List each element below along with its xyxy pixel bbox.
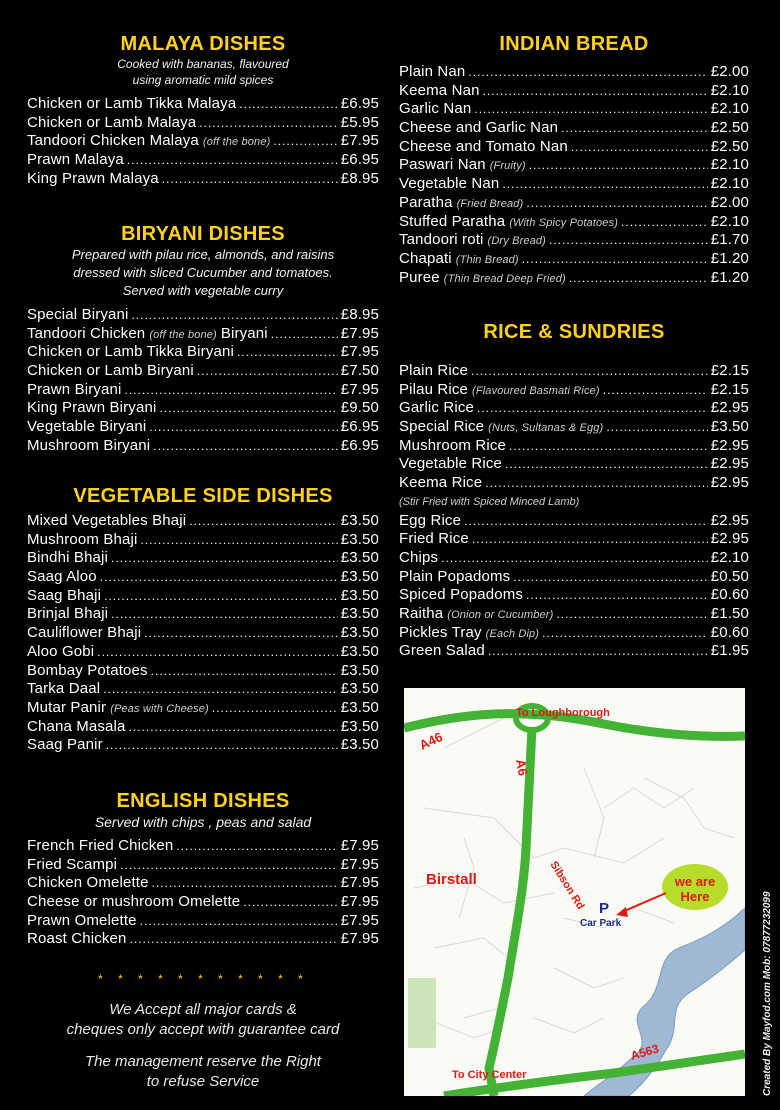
menu-item xyxy=(27,874,379,893)
dot-leader xyxy=(140,531,337,550)
item-price: £1.95 xyxy=(710,642,749,660)
location-map[interactable] xyxy=(404,688,745,1096)
dot-leader xyxy=(569,269,708,288)
dot-leader xyxy=(189,512,337,531)
item-name: Chips xyxy=(399,548,439,566)
dot-leader xyxy=(526,194,707,213)
item-price: £0.60 xyxy=(710,623,749,641)
section-heading: VEGETABLE SIDE DISHES xyxy=(73,485,333,507)
menu-item xyxy=(27,699,379,718)
dot-leader xyxy=(104,587,338,606)
item-name: Saag Aloo xyxy=(27,568,97,586)
item-price: £6.95 xyxy=(340,151,379,169)
item-name: Mushroom Biryani xyxy=(27,436,151,454)
menu-item xyxy=(399,119,749,138)
menu-item xyxy=(27,343,379,362)
dot-leader xyxy=(243,893,337,912)
item-name: Egg Rice xyxy=(399,511,462,529)
menu-item xyxy=(399,362,749,381)
menu-item xyxy=(27,893,379,912)
item-name: Garlic Rice xyxy=(399,399,474,417)
dot-leader xyxy=(159,399,337,418)
section-description: Served with chips , peas and salad xyxy=(94,814,312,830)
item-name: Stuffed Paratha xyxy=(399,212,506,230)
menu-item xyxy=(399,549,749,568)
dot-leader xyxy=(542,624,708,643)
menu-item xyxy=(399,269,749,288)
item-name: French Fried Chicken xyxy=(27,837,174,854)
item-name: Bombay Potatoes xyxy=(27,661,148,679)
menu-item xyxy=(27,856,379,875)
payment-note: cheques only accept with guarantee card xyxy=(66,1021,340,1038)
item-name: Spiced Popadoms xyxy=(399,586,523,604)
parking-icon: P xyxy=(599,900,610,917)
item-name: Fried Rice xyxy=(399,530,469,548)
item-name: Aloo Gobi xyxy=(27,642,95,660)
green-area xyxy=(408,978,436,1048)
item-price: £7.95 xyxy=(340,343,379,361)
menu-item xyxy=(27,132,379,151)
dot-leader xyxy=(471,362,708,381)
dot-leader xyxy=(488,642,708,661)
payment-note: We Accept all major cards & xyxy=(109,1001,297,1018)
dot-leader xyxy=(124,381,337,400)
dot-leader xyxy=(468,63,707,82)
item-price: £7.95 xyxy=(340,893,379,911)
menu-item xyxy=(27,306,379,325)
menu-item xyxy=(399,213,749,232)
item-name: Cheese and Garlic Nan xyxy=(399,119,559,137)
item-name: Tandoori Chicken xyxy=(27,324,146,342)
menu-item xyxy=(27,605,379,624)
menu-item xyxy=(399,175,749,194)
menu-item xyxy=(27,736,379,755)
item-name: Chapati xyxy=(399,249,452,267)
menu-item xyxy=(399,624,749,643)
dot-leader xyxy=(100,568,338,587)
item-price: £3.50 xyxy=(710,418,749,436)
item-name: Vegetable Biryani xyxy=(27,418,147,436)
map-label-birstall: Birstall xyxy=(426,871,477,888)
location-arrow xyxy=(622,893,666,912)
item-name: Plain Popadoms xyxy=(399,567,511,585)
item-price: £2.10 xyxy=(710,212,749,230)
item-note: (off the bone) xyxy=(149,328,217,341)
item-name: Plain Nan xyxy=(399,63,466,80)
dot-leader xyxy=(571,138,708,157)
dot-leader xyxy=(111,549,338,568)
menu-item xyxy=(399,138,749,157)
item-note: (Peas with Cheese) xyxy=(110,702,209,715)
menu-item xyxy=(399,474,749,493)
item-name: Paswari Nan xyxy=(399,156,486,174)
dot-leader xyxy=(176,837,337,856)
menu-item xyxy=(27,325,379,344)
menu-item xyxy=(399,418,749,437)
item-note: (Fruity) xyxy=(489,160,526,173)
item-price: £7.95 xyxy=(340,874,379,892)
item-price: £2.10 xyxy=(710,100,749,118)
section-description: using aromatic mild spices xyxy=(132,73,274,87)
map-label-here: Here xyxy=(680,889,710,904)
item-name: Mushroom Rice xyxy=(399,436,506,454)
item-name: Cauliflower Bhaji xyxy=(27,624,142,642)
item-name: Special Rice xyxy=(399,418,485,436)
menu-item xyxy=(27,170,379,189)
menu-item xyxy=(399,605,749,624)
item-price: £7.95 xyxy=(340,855,379,873)
item-price: £7.95 xyxy=(340,911,379,929)
menu-item xyxy=(27,512,379,531)
item-name: Vegetable Rice xyxy=(399,455,503,473)
section-heading: ENGLISH DISHES xyxy=(116,790,290,812)
item-name: Paratha xyxy=(399,193,453,211)
item-name: Tandoori Chicken Malaya xyxy=(27,132,199,150)
dot-leader xyxy=(621,213,708,232)
section-description: dressed with sliced Cucumber and tomatoes. xyxy=(73,265,333,280)
item-price: £2.95 xyxy=(710,455,749,473)
management-note: to refuse Service xyxy=(146,1073,260,1090)
menu-item xyxy=(27,568,379,587)
item-name: King Prawn Malaya xyxy=(27,169,159,187)
dot-leader xyxy=(212,699,338,718)
menu-item xyxy=(27,151,379,170)
menu-item xyxy=(399,437,749,456)
section-heading: MALAYA DISHES xyxy=(120,33,286,55)
designer-credit: Created By Mayfod.com Mob: 07877232099 xyxy=(762,891,773,1096)
item-price: £3.50 xyxy=(340,586,379,604)
menu-item xyxy=(399,381,749,400)
dot-leader xyxy=(556,605,707,624)
item-price: £2.95 xyxy=(710,474,749,492)
dot-leader xyxy=(561,119,708,138)
malaya-section xyxy=(27,32,379,188)
item-price: £3.50 xyxy=(340,624,379,642)
menu-item xyxy=(399,156,749,175)
item-name: Tarka Daal xyxy=(27,680,101,698)
indian-bread-section xyxy=(399,32,749,287)
item-name: Raitha xyxy=(399,604,444,622)
item-price: £3.50 xyxy=(340,661,379,679)
item-name: Chicken or Lamb Malaya xyxy=(27,113,197,131)
menu-list xyxy=(399,63,749,287)
map-label-a563: A563 xyxy=(628,1041,661,1063)
item-note: (Dry Bread) xyxy=(487,235,546,248)
item-name: Puree xyxy=(399,268,440,286)
dot-leader xyxy=(239,95,337,114)
item-price: £3.50 xyxy=(340,680,379,698)
item-name: Tandoori roti xyxy=(399,231,484,249)
item-name: Fried Scampi xyxy=(27,855,118,873)
item-price: £1.50 xyxy=(710,604,749,622)
item-price: £2.50 xyxy=(710,137,749,155)
item-price: £3.50 xyxy=(340,698,379,716)
dot-leader xyxy=(129,718,338,737)
dot-leader xyxy=(464,512,708,531)
item-name: Cheese or mushroom Omelette xyxy=(27,893,241,911)
menu-item xyxy=(27,912,379,931)
section-description: Cooked with bananas, flavoured xyxy=(117,57,289,71)
item-note: (Onion or Cucumber) xyxy=(447,608,554,621)
item-name: Prawn Omelette xyxy=(27,911,137,929)
menu-item xyxy=(399,250,749,269)
item-name: Bindhi Bhaji xyxy=(27,549,109,567)
dot-leader xyxy=(151,662,338,681)
item-price: £7.95 xyxy=(340,837,379,854)
item-price: £7.95 xyxy=(340,380,379,398)
item-name: Pilau Rice xyxy=(399,380,469,398)
menu-item xyxy=(27,362,379,381)
item-price: £3.50 xyxy=(340,512,379,529)
menu-item xyxy=(399,568,749,587)
dot-leader xyxy=(502,175,707,194)
menu-item xyxy=(399,512,749,531)
item-name: Brinjal Bhaji xyxy=(27,605,109,623)
item-note: (With Spicy Potatoes) xyxy=(509,216,619,229)
menu-item xyxy=(27,437,379,456)
item-price: £2.15 xyxy=(710,362,749,379)
item-name: Keema Nan xyxy=(399,81,480,99)
menu-item xyxy=(399,586,749,605)
dot-leader xyxy=(522,250,708,269)
menu-item xyxy=(27,549,379,568)
dot-leader xyxy=(120,856,338,875)
item-name: Vegetable Nan xyxy=(399,175,500,193)
map-label-a6: A6 xyxy=(513,757,531,777)
item-price: £2.00 xyxy=(710,193,749,211)
menu-item xyxy=(399,642,749,661)
dot-leader xyxy=(237,343,338,362)
item-price: £8.95 xyxy=(340,169,379,187)
item-price: £1.20 xyxy=(710,268,749,286)
item-note: (Fried Bread) xyxy=(456,197,524,210)
dot-leader xyxy=(505,455,708,474)
item-name: Saag Panir xyxy=(27,736,103,754)
dot-leader xyxy=(513,568,707,587)
item-price: £2.95 xyxy=(710,511,749,529)
item-price: £8.95 xyxy=(340,306,379,323)
item-name: Chicken or Lamb Tikka Malaya xyxy=(27,95,237,112)
menu-item xyxy=(27,399,379,418)
dot-leader xyxy=(162,170,338,189)
section-heading: INDIAN BREAD xyxy=(499,33,649,55)
item-name-suffix: Biryani xyxy=(220,324,268,342)
item-name: Plain Rice xyxy=(399,362,469,379)
menu-item xyxy=(27,114,379,133)
map-label-we-are: we are xyxy=(674,874,716,889)
item-name: Chicken or Lamb Biryani xyxy=(27,362,194,380)
dot-leader xyxy=(477,399,708,418)
item-name: Pickles Tray xyxy=(399,623,482,641)
dot-leader xyxy=(144,624,337,643)
item-name: Keema Rice xyxy=(399,474,483,492)
map-label-sibson-rd: Sibson Rd xyxy=(547,859,587,912)
menu-item xyxy=(27,643,379,662)
dot-leader xyxy=(603,381,708,400)
item-price: £0.50 xyxy=(710,567,749,585)
map-label-loughborough: To Loughborough xyxy=(516,707,610,719)
menu-item xyxy=(399,399,749,418)
item-note: (Thin Bread Deep Fried) xyxy=(443,272,566,285)
item-price: £3.50 xyxy=(340,605,379,623)
item-note: (Flavoured Basmati Rice) xyxy=(472,384,600,397)
section-heading: BIRYANI DISHES xyxy=(121,223,285,245)
item-name: Mixed Vegetables Bhaji xyxy=(27,512,187,529)
item-name: Green Salad xyxy=(399,642,485,660)
road-a6 xyxy=(489,728,532,1096)
item-price: £2.00 xyxy=(710,63,749,80)
item-price: £2.95 xyxy=(710,399,749,417)
menu-item xyxy=(399,63,749,82)
menu-item xyxy=(399,231,749,250)
item-price: £2.95 xyxy=(710,530,749,548)
item-name: Cheese and Tomato Nan xyxy=(399,137,568,155)
menu-item xyxy=(399,455,749,474)
menu-item xyxy=(399,100,749,119)
dot-leader xyxy=(106,736,338,755)
menu-item xyxy=(27,680,379,699)
menu-item xyxy=(27,624,379,643)
item-name: King Prawn Biryani xyxy=(27,399,157,417)
item-price: £2.10 xyxy=(710,548,749,566)
dot-leader xyxy=(152,874,338,893)
item-note: (Nuts, Sultanas & Egg) xyxy=(488,422,604,435)
menu-item xyxy=(27,837,379,856)
rice-section xyxy=(399,320,749,661)
item-price: £9.50 xyxy=(340,399,379,417)
dot-leader xyxy=(130,930,338,949)
item-name: Prawn Malaya xyxy=(27,151,124,169)
dot-leader xyxy=(441,549,708,568)
dot-leader xyxy=(199,114,337,133)
menu-item xyxy=(27,718,379,737)
menu-item xyxy=(27,531,379,550)
menu-item xyxy=(27,587,379,606)
menu-list xyxy=(27,306,379,456)
item-name: Saag Bhaji xyxy=(27,586,102,604)
dot-leader xyxy=(483,82,708,101)
dot-leader xyxy=(271,325,338,344)
dot-leader xyxy=(472,530,708,549)
item-price: £2.15 xyxy=(710,380,749,398)
item-price: £2.95 xyxy=(710,436,749,454)
dot-leader xyxy=(474,100,707,119)
dot-leader xyxy=(273,132,337,151)
item-name: Chicken or Lamb Tikka Biryani xyxy=(27,343,234,361)
star-divider: * * * * * * * * * * * xyxy=(97,972,309,986)
item-note: (off the bone) xyxy=(202,136,271,149)
dot-leader xyxy=(153,437,337,456)
menu-item xyxy=(399,530,749,549)
item-price: £3.50 xyxy=(340,530,379,548)
dot-leader xyxy=(549,231,708,250)
dot-leader xyxy=(103,680,338,699)
item-price: £3.50 xyxy=(340,717,379,735)
item-name: Chana Masala xyxy=(27,717,126,735)
item-price: £6.95 xyxy=(340,418,379,436)
item-price: £2.50 xyxy=(710,119,749,137)
menu-list xyxy=(27,512,379,755)
item-price: £1.70 xyxy=(710,231,749,249)
footer-notes xyxy=(27,972,379,1092)
item-price: £3.50 xyxy=(340,736,379,754)
dot-leader xyxy=(149,418,337,437)
dot-leader xyxy=(97,643,337,662)
item-price: £0.60 xyxy=(710,586,749,604)
item-price: £7.95 xyxy=(340,324,379,342)
map-label-a46: A46 xyxy=(416,729,445,753)
dot-leader xyxy=(131,306,337,325)
biryani-section xyxy=(27,222,379,456)
vegetable-section xyxy=(27,484,379,755)
map-label-city-center: To City Center xyxy=(452,1069,527,1081)
english-section xyxy=(27,789,379,949)
item-name: Garlic Nan xyxy=(399,100,472,118)
item-price: £1.20 xyxy=(710,249,749,267)
item-price: £5.95 xyxy=(340,113,379,131)
item-price: £6.95 xyxy=(340,95,379,112)
map-label-car-park: Car Park xyxy=(580,918,622,929)
menu-item xyxy=(27,930,379,949)
item-price: £7.95 xyxy=(340,930,379,948)
item-price: £3.50 xyxy=(340,549,379,567)
item-price: £7.95 xyxy=(340,132,379,150)
item-price: £2.10 xyxy=(710,156,749,174)
item-name: Chicken Omelette xyxy=(27,874,149,892)
dot-leader xyxy=(111,605,338,624)
menu-list xyxy=(27,95,379,188)
item-subnote: (Stir Fried with Spiced Minced Lamb) xyxy=(399,495,580,508)
menu-list xyxy=(27,837,379,949)
item-note: (Thin Bread) xyxy=(455,253,519,266)
menu-item xyxy=(399,82,749,101)
item-price: £7.50 xyxy=(340,362,379,380)
item-name: Special Biryani xyxy=(27,306,129,323)
menu-item xyxy=(27,381,379,400)
menu-item xyxy=(399,194,749,213)
dot-leader xyxy=(485,474,708,493)
section-heading: RICE & SUNDRIES xyxy=(483,321,665,343)
dot-leader xyxy=(526,586,708,605)
item-name: Prawn Biryani xyxy=(27,380,122,398)
item-price: £2.10 xyxy=(710,175,749,193)
item-name: Mushroom Bhaji xyxy=(27,530,138,548)
item-name: Roast Chicken xyxy=(27,930,127,948)
menu-item xyxy=(27,418,379,437)
item-price: £3.50 xyxy=(340,568,379,586)
dot-leader xyxy=(606,418,707,437)
item-price: £6.95 xyxy=(340,436,379,454)
dot-leader xyxy=(140,912,338,931)
dot-leader xyxy=(529,156,708,175)
dot-leader xyxy=(127,151,338,170)
section-description: Prepared with pilau rice, almonds, and raisins xyxy=(71,247,335,262)
section-description: Served with vegetable curry xyxy=(122,283,284,298)
item-note: (Each Dip) xyxy=(485,627,540,640)
item-price: £2.10 xyxy=(710,81,749,99)
menu-item xyxy=(27,662,379,681)
menu-list xyxy=(399,362,749,661)
management-note: The management reserve the Right xyxy=(85,1053,321,1070)
map-graphic xyxy=(404,688,745,1096)
menu-item xyxy=(27,95,379,114)
item-price: £3.50 xyxy=(340,642,379,660)
location-arrow-head xyxy=(616,907,628,917)
dot-leader xyxy=(509,437,708,456)
item-name: Mutar Panir xyxy=(27,698,107,716)
dot-leader xyxy=(197,362,338,381)
